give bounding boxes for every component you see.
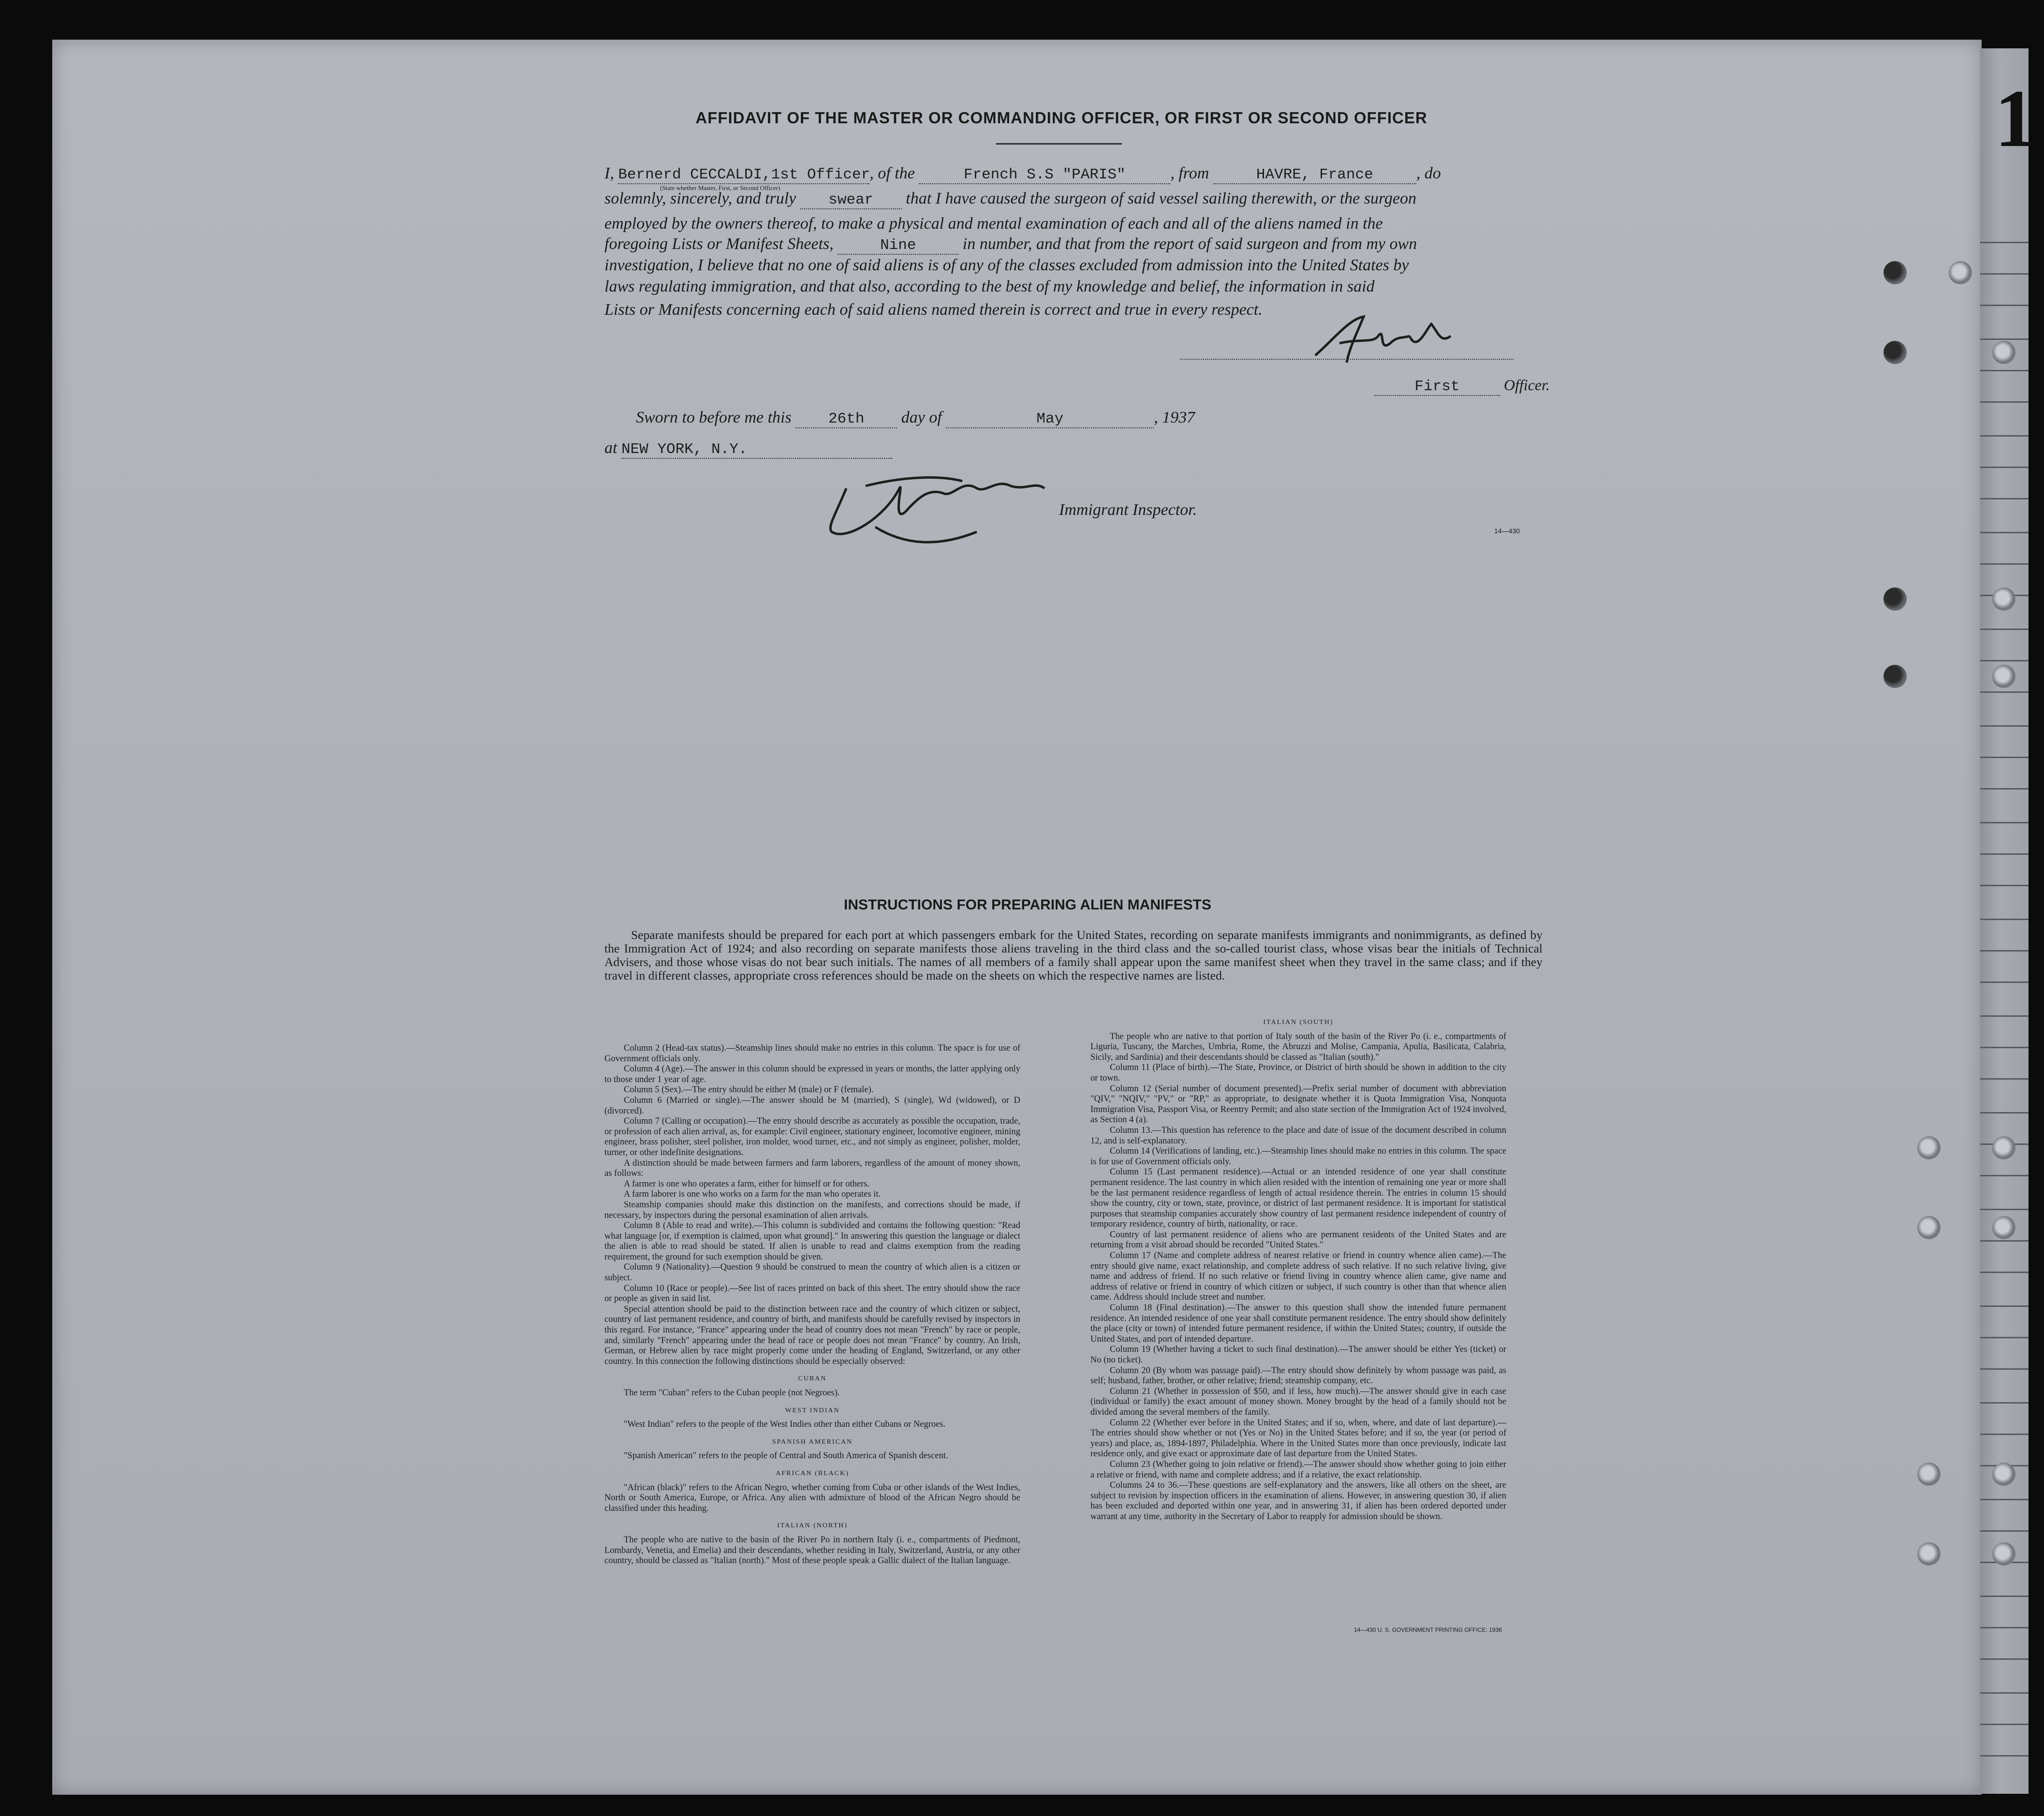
section-heading: ITALIAN (SOUTH) <box>1263 1019 1334 1026</box>
paragraph: Column 19 (Whether having a ticket to such final destination).—The answer should be either Yes (ticket) or No (no ticket). <box>1090 1345 1506 1365</box>
paragraph: Column 10 (Race or people).—See list of races printed on back of this sheet. The entry should show the race or people as given in said list. <box>604 1283 1020 1304</box>
paragraph: Column 5 (Sex).—The entry should be either M (male) or F (female). <box>624 1085 874 1095</box>
place-field: NEW YORK, N.Y. <box>621 441 892 459</box>
section-heading: CUBAN <box>798 1375 827 1383</box>
text: , from <box>1170 164 1209 182</box>
title-rule <box>996 143 1122 145</box>
affidavit-line-1 <box>604 164 1547 184</box>
paragraph: A farmer is one who operates a farm, either for himself or for others. <box>624 1179 870 1189</box>
binding-hole <box>1883 587 1907 611</box>
text: , do <box>1416 164 1441 182</box>
affidavit-line-6: laws regulating immigration, and that also, according to the best of my knowledge and belief, the information in said <box>604 278 1375 295</box>
text: solemnly, sincerely, and truly <box>604 190 796 207</box>
binding-hole <box>1992 665 2015 688</box>
paragraph: Column 14 (Verifications of landing, etc.).—Steamship lines should make no entries in this column. The space is for use of Government officials only. <box>1090 1146 1506 1167</box>
text: Sworn to before me this <box>636 409 792 426</box>
year-text: , 1937 <box>1154 409 1195 426</box>
month-field: May <box>946 410 1154 428</box>
binding-hole <box>1992 1216 2015 1239</box>
officer-rank-line <box>1347 376 1550 396</box>
printing-office-footer: 14—430 U. S. GOVERNMENT PRINTING OFFICE: 1936 <box>1354 1626 1502 1633</box>
instructions-left-column <box>604 1043 1020 1567</box>
binding-hole <box>1992 1463 2015 1486</box>
sworn-line <box>636 409 1361 428</box>
day-field: 26th <box>795 410 897 428</box>
binding-hole <box>1992 341 2015 364</box>
binding-hole <box>1949 261 1972 284</box>
paragraph: "West Indian" refers to the people of the West Indies other than either Cubans or Negroes. <box>624 1420 946 1430</box>
paragraph: A farm laborer is one who works on a farm for the man who operates it. <box>624 1189 881 1200</box>
binding-hole <box>1917 1463 1941 1486</box>
paragraph: Steamship companies should make this distinction on the manifests, and corrections should be made, if necessary, by inspectors during the personal examination of alien arrivals. <box>604 1200 1020 1220</box>
binding-hole <box>1917 1136 1941 1159</box>
paragraph: Column 20 (By whom was passage paid).—The entry should show definitely by whom passage was paid, as self; husband, father, brother, or other relative; friend; steamship company, etc. <box>1090 1365 1506 1386</box>
paragraph: Column 15 (Last permanent residence).—Actual or an intended residence of one year shall constitute permanent residence. The last country in which alien resided with the intention of remaining one year or more shall be the last permanent residence regardless of length of actual residence therein. The entries in column 15 should show the country, city or town, state, province, or district of last permanent residence. It is important for statistical purposes that steamship companies accurately show country of last permanent residence independent of country of temporary residence, country of birth, nationality, or race. <box>1090 1167 1506 1230</box>
page-number: 1 <box>1995 73 2036 164</box>
paragraph: The term "Cuban" refers to the Cuban people (not Negroes). <box>624 1388 840 1398</box>
vessel-field: French S.S "PARIS" <box>919 166 1170 184</box>
text: at <box>604 439 618 457</box>
text: in number, and that from the report of said surgeon and from my own <box>962 235 1417 253</box>
port-field: HAVRE, France <box>1213 166 1416 184</box>
paragraph: "Spanish American" refers to the people of Central and South America of Spanish descent. <box>624 1451 948 1461</box>
paragraph: Column 18 (Final destination).—The answer to this question shall show the intended future permanent residence. An intended residence of one year shall constitute permanent residence. The entry should show definitely the place (city or town) of intended future permanent residence, if within the United States; country, if outside the United States, and port of intended departure. <box>1090 1303 1506 1344</box>
paragraph: Column 9 (Nationality).—Question 9 should be construed to mean the country of which alien is a citizen or subject. <box>604 1262 1020 1283</box>
paragraph: Column 23 (Whether going to join relative or friend).—The answer should show whether going to join either a relative or friend, with name and complete address; and if a relative, the exact relationship. <box>1090 1459 1506 1480</box>
rank-note: (State whether Master, First, or Second Officer) <box>660 184 780 191</box>
paragraph: Column 8 (Able to read and write).—This column is subdivided and contains the following question: "Read what language [or, if exemption is claimed, upon what ground]." In answering this question the language or dialect the alien is able to read should be stated. If alien is unable to read and claims exemption from the reading requirement, the ground for such exemption should be given. <box>604 1221 1020 1262</box>
officer-suffix: Officer. <box>1503 376 1550 394</box>
signature-line <box>1180 359 1514 361</box>
paragraph: Column 7 (Calling or occupation).—The entry should describe as accurately as possible the occupation, trade, or profession of each alien arrival, as, for example: Civil engineer, stationary engineer, locomotive engineer, mining engineer, brass polisher, steel polisher, iron molder, wood turner, etc., and not simply as engineer, polisher, molder, turner, or other indefinite designations. <box>604 1116 1020 1157</box>
paragraph: Column 6 (Married or single).—The answer should be M (married), S (single), Wd (widowed), or D (divorced). <box>604 1095 1020 1116</box>
section-heading: SPANISH AMERICAN <box>772 1438 853 1446</box>
instructions-right-column <box>1090 1011 1506 1523</box>
paragraph: Column 13.—This question has reference to the place and date of issue of the document described in column 12, and is self-explanatory. <box>1090 1125 1506 1146</box>
inspector-title: Immigrant Inspector. <box>1059 501 1197 519</box>
section-heading: ITALIAN (NORTH) <box>777 1522 848 1530</box>
section-heading: AFRICAN (BLACK) <box>776 1469 849 1477</box>
text: day of <box>901 409 942 426</box>
paragraph: The people who are native to the basin of the River Po in northern Italy (i. e., compartments of Piedmont, Lombardy, Venetia, and Emelia) and their descendants, whether residing in Italy, Switzerland, Austria, or any other country, should be classed as "Italian (north)." Most of these people speak a Gallic dialect of the Italian language. <box>604 1535 1020 1566</box>
binding-hole <box>1883 665 1907 688</box>
oath-field: swear <box>800 191 902 209</box>
binding-hole <box>1992 587 2015 611</box>
paragraph: Special attention should be paid to the distinction between race and the country of which citizen or subject, country of last permanent residence, and country of birth, and manifests should be carefully revised by inspectors in this regard. For instance, "France" appearing under the head of country does not mean "French" by race or people, and, similarly "French" appearing under the head of race or people does not mean "France" by country. An Irish, German, or Hebrew alien by race might properly come under the heading of England, Switzerland, or any other country. In this connection the following distinctions should be especially observed: <box>604 1304 1020 1366</box>
paragraph: Columns 24 to 36.—These questions are self-explanatory and the answers, like all others on the sheet, are subject to revision by inspection officers in the examination of aliens. However, in answering question 30, if alien has been excluded and deported within one year, and in answering 31, if alien has been ordered deported under warrant at any time, authority in the Secretary of Labor to reapply for admission should be shown. <box>1090 1480 1506 1522</box>
paragraph: Column 17 (Name and complete address of nearest relative or friend in country whence alien came).—The entry should give name, exact relationship, and complete address of such relative. If no such relative living, give name and address of friend. If no such relative or friend living in country whence alien came, give name and address of relative or friend in country of which citizen or subject, if such country is other than that whence alien came. Address should include street and number. <box>1090 1251 1506 1303</box>
sheets-field: Nine <box>838 237 958 255</box>
binding-hole <box>1917 1542 1941 1566</box>
paragraph: Column 4 (Age).—The answer in this column should be expressed in years or months, the latter applying only to those under 1 year of age. <box>604 1064 1020 1084</box>
affidavit-line-5: investigation, I believe that no one of said aliens is of any of the classes excluded from admission into the United States by <box>604 256 1409 274</box>
paragraph: The people who are native to that portion of Italy south of the basin of the River Po (i. e., compartments of Liguria, Tuscany, the Marches, Umbria, Rome, the Abruzzi and Molise, Campania, Apulia, Basilicata, Calabria, Sicily, and Sardinia) and their descendants should be classed as "Italian (south)." <box>1090 1031 1506 1062</box>
paragraph: Column 21 (Whether in possession of $50, and if less, how much).—The answer should give in each case (individual or family) the exact amount of money shown. Money brought by the head of a family should not be divided among the several members of the family. <box>1090 1386 1506 1417</box>
affidavit-line-3: employed by the owners thereof, to make a physical and mental examination of each and all of the aliens named in the <box>604 215 1383 233</box>
paragraph: Column 12 (Serial number of document presented).—Prefix serial number of document with abbreviation "QIV," "NQIV," "PV," or "RP," as appropriate, to designate whether it is Quota Immigration Visa, Nonquota Immigration Visa, Passport Visa, or Reentry Permit; and also state section of the Immigration Act of 1924 involved, as Section 4 (a). <box>1090 1084 1506 1125</box>
officer-name-field: Bernerd CECCALDI,1st Officer <box>618 166 870 183</box>
text: I, <box>604 164 614 182</box>
instructions-intro: Separate manifests should be prepared for each port at which passengers embark for the United States, recording on separate manifests immigrants and nonimmigrants, as defined by the Immigration Act of 1924; and also recording on separate manifests those aliens traveling in the third class and the so-called tourist class, whose visas bear the initials of Technical Advisers, and those whose visas do not bear such initials. The names of all members of a family shall appear upon the same manifest sheet when they travel in the same class; and if they travel in different classes, appropriate cross references should be made on the sheets on which the respective names are listed. <box>604 928 1543 982</box>
text: that I have caused the surgeon of said vessel sailing therewith, or the surgeon <box>906 190 1417 207</box>
affidavit-line-4 <box>604 235 1547 255</box>
binding-hole <box>1992 1542 2015 1566</box>
affidavit-line-7: Lists or Manifests concerning each of said aliens named therein is correct and true in every respect. <box>604 301 1263 319</box>
paragraph: Column 22 (Whether ever before in the United States; and if so, when, where, and date of last departure).—The entries should show whether or not (Yes or No) in the United States before; and if so, the year (or period of years) and place, as, 1894-1897, Philadelphia. Where in the United States more than once previously, indicate last residence only, and give exact or approximate date of last departure from the United States. <box>1090 1418 1506 1459</box>
section-heading: WEST INDIAN <box>785 1406 840 1414</box>
paragraph: Country of last permanent residence of aliens who are permanent residents of the United States and are returning from a visit abroad should be recorded "United States." <box>1090 1230 1506 1250</box>
affidavit-title: AFFIDAVIT OF THE MASTER OR COMMANDING OFFICER, OR FIRST OR SECOND OFFICER <box>695 109 1427 127</box>
officer-rank-field: First <box>1374 378 1500 396</box>
binding-hole <box>1992 1136 2015 1159</box>
paragraph: A distinction should be made between farmers and farm laborers, regardless of the amount of money shown, as follows: <box>604 1158 1020 1179</box>
paragraph: Column 2 (Head-tax status).—Steamship lines should make no entries in this column. The space is for use of Government officials only. <box>604 1043 1020 1064</box>
binding-hole <box>1883 341 1907 364</box>
text: , of the <box>869 164 915 182</box>
binding-hole <box>1917 1216 1941 1239</box>
form-number: 14—430 <box>1494 527 1520 535</box>
paragraph: "African (black)" refers to the African Negro, whether coming from Cuba or other islands of the West Indies, North or South America, Europe, or Africa. Any alien with admixture of blood of the African Negro should be classified under this heading. <box>604 1482 1020 1513</box>
affidavit-line-2 <box>604 190 1547 209</box>
instructions-title: INSTRUCTIONS FOR PREPARING ALIEN MANIFESTS <box>843 897 1212 913</box>
page-edge-strip <box>1980 48 2029 1794</box>
place-line <box>604 439 1088 459</box>
paragraph: Column 11 (Place of birth).—The State, Province, or District of birth should be shown in addition to the city or town. <box>1090 1063 1506 1083</box>
binding-hole <box>1883 261 1907 284</box>
text: foregoing Lists or Manifest Sheets, <box>604 235 834 253</box>
